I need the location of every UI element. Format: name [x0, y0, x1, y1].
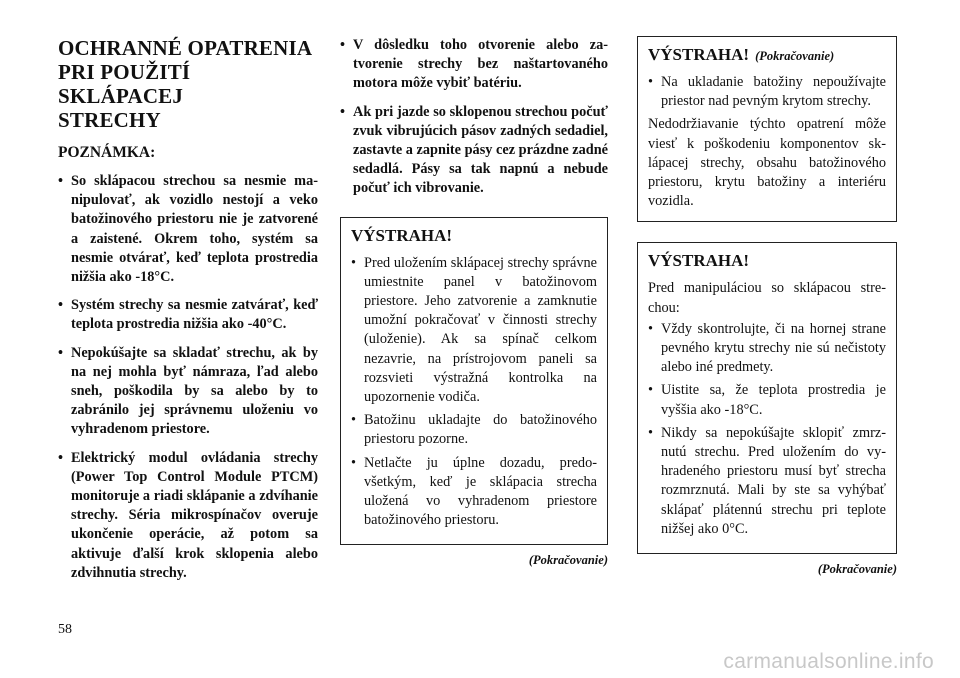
list-item	[340, 36, 608, 94]
title-line: PRI POUŽITÍ SKLÁPACEJ	[58, 60, 191, 108]
list-item	[648, 381, 886, 419]
list-item	[648, 320, 886, 378]
page-number: 58	[58, 622, 72, 637]
bullet: •	[58, 297, 64, 314]
list-item	[648, 424, 886, 539]
bullet: •	[648, 382, 654, 399]
note-list	[58, 172, 318, 583]
warning-list	[351, 254, 597, 531]
list-item-text: Nikdy sa nepokúšajte sklopiť zmrznutú strechu. Pred uložením do vyhradeného priestoru musí byť strecha rozmrznutá. Mali by ste sa vyhýbať sklápať plátennú strechu pri teplote nižšej ako 0°C.	[661, 424, 886, 537]
bullet: •	[351, 254, 357, 271]
warning-box-1	[340, 217, 608, 546]
warning-box-2	[637, 36, 897, 222]
bullet: •	[58, 173, 64, 189]
continued-tag: (Pokračovanie)	[755, 49, 835, 63]
watermark: carmanualsonline.info	[723, 650, 934, 673]
warning-heading: VÝSTRAHA!	[648, 251, 750, 271]
bullet: •	[58, 344, 64, 361]
warning-intro: Pred manipuláciou so sklápacou strechou:	[648, 280, 886, 316]
list-item-text: So sklápacou strechou sa nesmie manipulovať, ak vozidlo nestojí a veko batožinového priestoru nie je zatvorené a zaistené. Okrem toho, systém sa nesmie otvárať, keď teplota prostredia nižšia ako -18°C.	[71, 173, 318, 286]
middle-column	[340, 36, 608, 568]
list-item	[351, 454, 597, 531]
warning-box-3	[637, 242, 897, 554]
list-item-text: Vždy skontrolujte, či na hornej strane pevného krytu strechy nie sú nečistoty alebo iné predmety.	[661, 320, 886, 376]
list-item	[58, 172, 318, 287]
bullet: •	[351, 412, 357, 429]
left-column	[58, 36, 318, 592]
warning-list	[648, 320, 886, 539]
list-item-text: Netlačte ju úplne dozadu, predovšetkým, keď je sklápacia strecha uložená vo vyhradenom priestore batožinového priestoru.	[364, 454, 597, 529]
bullet: •	[648, 424, 654, 441]
list-item-text: Nepokúšajte sa skladať strechu, ak by na nej mohla byť námraza, ľad alebo sneh, poškodila by sa alebo by to zabránilo jej správnemu uloženiu vo vyhradenom priestore.	[71, 344, 318, 438]
note-heading: POZNÁMKA:	[58, 144, 156, 161]
list-item-text: Elektrický modul ovládania strechy (Power Top Control Module PTCM) monitoruje a riadi sklápanie a zdvíhanie strechy. Séria mikrospínačov overuje ukončenie operácie, až potom sa aktivuje ďalší krok sklopenia alebo zdvihnutia strechy.	[71, 449, 318, 581]
continued-label: (Pokračovanie)	[817, 562, 897, 577]
list-item-text: Systém strechy sa nesmie zatvárať, keď teplota prostredia nižšia ako -40°C.	[71, 297, 318, 333]
warning-heading	[648, 45, 886, 65]
list-item-text: Ak pri jazde so sklopenou strechou počuť zvuk vibrujúcich pásov zadných sedadiel, zastavte a zapnite pásy cez prázdne zadné sedadlá. Pásy sa tak napnú a nebude počuť ich vibrovanie.	[353, 103, 608, 197]
bullet: •	[58, 449, 64, 466]
warning-list	[648, 73, 886, 111]
title-line: STRECHY	[58, 108, 161, 132]
list-item-text: Uistite sa, že teplota prostredia je vyššia ako -18°C.	[661, 382, 886, 418]
list-item	[648, 73, 886, 111]
list-item-text: Batožinu ukladajte do batožinového priestoru pozorne.	[364, 412, 597, 448]
list-item	[58, 296, 318, 334]
bullet: •	[340, 37, 346, 53]
list-item	[351, 411, 597, 449]
right-column	[637, 36, 897, 577]
warning-heading-text: VÝSTRAHA!	[648, 45, 750, 64]
note-list-continued	[340, 36, 608, 199]
warning-paragraph: Nedodržiavanie týchto opatrení môže viesť k poškodeniu komponentov sklápacej strechy, obsahu batožinového priestoru, krytu batožiny a interiéru vozidla.	[648, 116, 886, 210]
continued-label: (Pokračovanie)	[528, 553, 608, 568]
list-item-text: Na ukladanie batožiny nepoužívajte priestor nad pevným krytom strechy.	[661, 74, 886, 110]
bullet: •	[340, 103, 346, 120]
list-item	[351, 254, 597, 408]
list-item-text: V dôsledku toho otvorenie alebo zatvorenie strechy bez naštartovaného motora môže vybiť batériu.	[353, 37, 608, 92]
bullet: •	[351, 454, 357, 471]
list-item	[58, 449, 318, 583]
bullet: •	[648, 320, 654, 337]
bullet: •	[648, 74, 654, 90]
section-title	[58, 36, 318, 132]
title-line: OCHRANNÉ OPATRENIA	[58, 36, 313, 60]
list-item-text: Pred uložením sklápacej strechy správne umiestnite panel v batožinovom priestore. Jeho zatvorenie a zamknutie umožní pokračovať v činnosti strechy (uloženie). Ak sa spínač celkom nezavrie, na prístrojovom paneli sa rozsvieti výstražná kontrolka na upozornenie vodiča.	[364, 254, 597, 406]
warning-heading: VÝSTRAHA!	[351, 225, 453, 245]
list-item	[340, 103, 608, 199]
list-item	[58, 344, 318, 440]
